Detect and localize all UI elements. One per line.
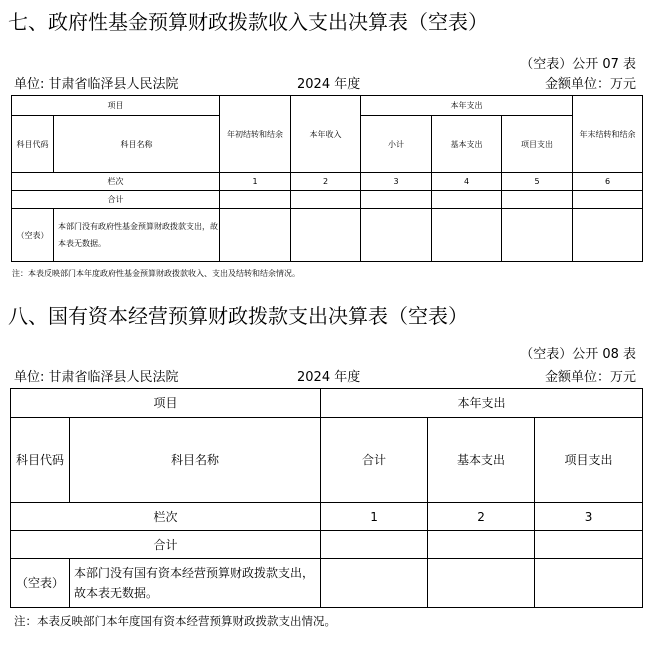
- empty-text: 本部门没有政府性基金预算财政拨款支出，故本表无数据。: [54, 209, 220, 262]
- header-expense: 本年支出: [321, 389, 643, 418]
- section7-table: [11, 95, 643, 262]
- section8-unit: 单位: 甘肃省临泽县人民法院: [14, 370, 179, 385]
- row-label: 栏次: [12, 173, 220, 191]
- header-end-balance: 年末结转和结余: [573, 96, 643, 173]
- section7-table-number: （空表）公开 07 表: [520, 57, 636, 72]
- col-number: 2: [428, 503, 535, 531]
- header-subtotal: 小计: [361, 116, 432, 173]
- col-number: 1: [220, 173, 291, 191]
- col-number: 5: [502, 173, 573, 191]
- section8-heading: 八、国有资本经营预算财政拨款支出决算表（空表）: [8, 304, 468, 328]
- header-basic: 基本支出: [428, 418, 535, 503]
- total-label: 合计: [12, 191, 220, 209]
- empty-text: 本部门没有国有资本经营预算财政拨款支出，故本表无数据。: [70, 559, 321, 608]
- empty-code: （空表）: [12, 209, 54, 262]
- header-code: 科目代码: [12, 116, 54, 173]
- section7-note: 注：本表反映部门本年度政府性基金预算财政拨款收入、支出及结转和结余情况。: [12, 269, 300, 278]
- header-project: 项目: [11, 389, 321, 418]
- table-row: [12, 191, 643, 209]
- section8-note: 注：本表反映部门本年度国有资本经营预算财政拨款支出情况。: [14, 614, 336, 628]
- col-number: 4: [432, 173, 502, 191]
- table-row: [11, 559, 643, 608]
- table-row: [11, 503, 643, 531]
- section8-table: [10, 388, 643, 608]
- col-number: 3: [361, 173, 432, 191]
- header-project-expense: 项目支出: [502, 116, 573, 173]
- section8-year: 2024 年度: [297, 370, 361, 385]
- section7-amount-unit: 金额单位：万元: [544, 77, 636, 92]
- section7-unit: 单位: 甘肃省临泽县人民法院: [14, 77, 179, 92]
- col-number: 2: [291, 173, 361, 191]
- col-number: 3: [535, 503, 643, 531]
- section8-table-number: （空表）公开 08 表: [520, 347, 636, 362]
- header-code: 科目代码: [11, 418, 70, 503]
- section8-amount-unit: 金额单位：万元: [544, 370, 636, 385]
- row-label: 栏次: [11, 503, 321, 531]
- table-row: [12, 209, 643, 262]
- section7-heading: 七、政府性基金预算财政拨款收入支出决算表（空表）: [8, 10, 488, 34]
- header-name: 科目名称: [54, 116, 220, 173]
- table-row: [11, 531, 643, 559]
- table-row: [12, 173, 643, 191]
- col-number: 6: [573, 173, 643, 191]
- header-total: 合计: [321, 418, 428, 503]
- header-expense: 本年支出: [361, 96, 573, 116]
- header-income: 本年收入: [291, 96, 361, 173]
- header-begin-balance: 年初结转和结余: [220, 96, 291, 173]
- header-name: 科目名称: [70, 418, 321, 503]
- header-project: 项目: [12, 96, 220, 116]
- total-label: 合计: [11, 531, 321, 559]
- header-basic: 基本支出: [432, 116, 502, 173]
- empty-code: （空表）: [11, 559, 70, 608]
- col-number: 1: [321, 503, 428, 531]
- header-project-expense: 项目支出: [535, 418, 643, 503]
- section7-year: 2024 年度: [297, 77, 361, 92]
